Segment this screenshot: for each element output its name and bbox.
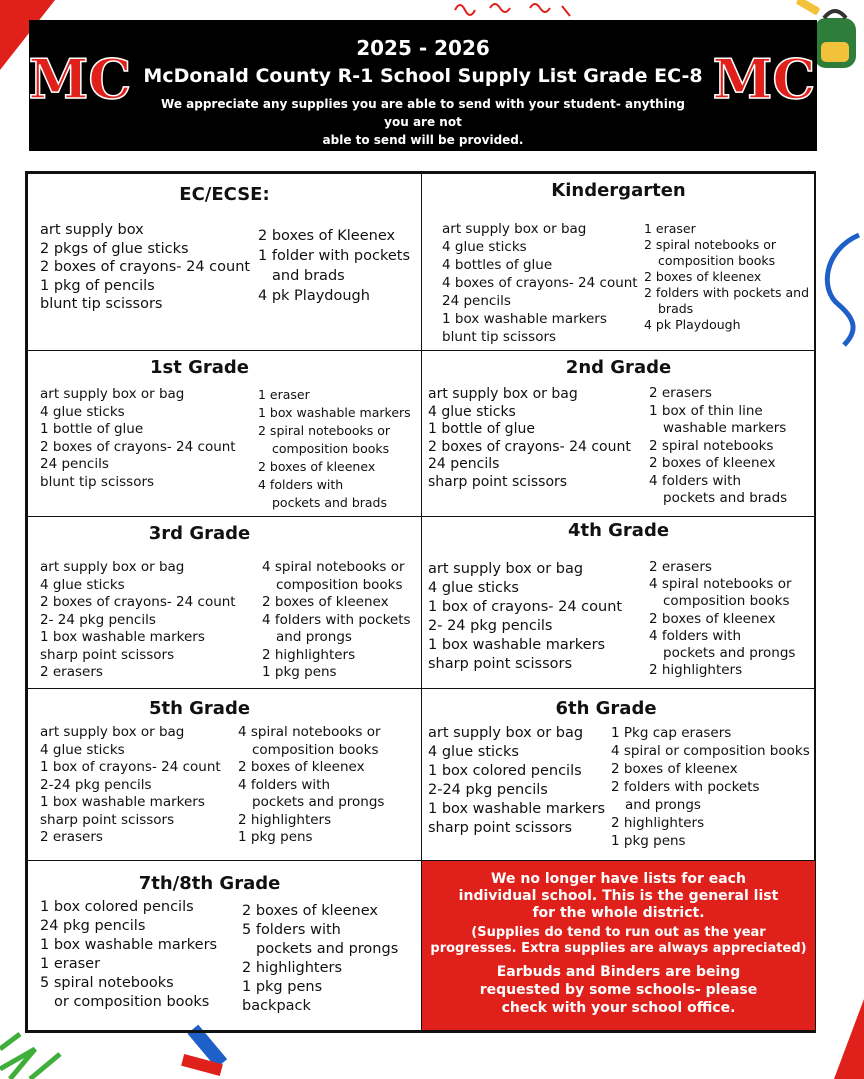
supply-list-right: 4 spiral notebooks or composition books 2 boxes of kleenex 4 folders with pockets and prongs 2 highlighters 1 pkg pens [238,724,385,845]
supply-list-left: art supply box or bag 4 glue sticks 4 bottles of glue 4 boxes of crayons- 24 count 24 pencils 1 box washable markers blunt tip scissors [442,221,638,345]
section-title: Kindergarten [551,180,686,201]
supply-list-left: 1 box colored pencils 24 pkg pencils 1 box washable markers 1 eraser 5 spiral notebooks or composition books [40,899,218,1010]
supply-list-left: art supply box or bag 4 glue sticks 1 bottle of glue 2 boxes of crayons- 24 count 24 pencils blunt tip scissors [40,386,236,490]
supply-list-right: 2 boxes of Kleenex 1 folder with pockets and brads 4 pk Playdough [258,228,410,304]
blue-swirl-decoration [814,230,864,350]
supply-list-left: art supply box or bag 4 glue sticks 1 box colored pencils 2-24 pkg pencils 1 box washable markers sharp point scissors [428,725,606,836]
section-grade-1 [27,350,422,517]
header-subtitle: We appreciate any supplies you are able to send with your student- anything you are not able to send will be provided. [161,97,685,147]
supply-list-right: 1 eraser 2 spiral notebooks or composition books 2 boxes of kleenex 2 folders with pockets and brads 4 pk Playdough [644,221,810,332]
section-grade-5 [27,688,422,861]
section-title: EC/ECSE: [179,184,270,205]
supply-list-right: 2 boxes of kleenex 5 folders with pockets and prongs 2 highlighters 1 pkg pens backpack [242,903,399,1014]
section-grade-7-8 [27,860,422,1031]
district-notice: We no longer have lists for each individual school. This is the general list for the whole district. (Supplies do tend to run out as the year progresses. Extra supplies are always appreciated) Earbuds and Binders are being requested by some schools- please check with your school office. [421,860,816,1031]
section-grade-2 [421,350,816,517]
page-title: McDonald County R-1 School Supply List Grade EC-8 [143,65,703,87]
supply-list-left: art supply box or bag 4 glue sticks 1 box of crayons- 24 count 2-24 pkg pencils 1 box washable markers sharp point scissors 2 erasers [40,724,221,845]
school-year: 2025 - 2026 [356,36,490,60]
supply-list-right: 1 eraser 1 box washable markers 2 spiral notebooks or composition books 2 boxes of kleenex 4 folders with pockets and brads [258,387,411,510]
header-banner [29,20,817,151]
red-corner-decoration-bottom [834,999,864,1079]
supply-list-right: 1 Pkg cap erasers 4 spiral or composition books 2 boxes of kleenex 2 folders with pockets and prongs 2 highlighters 1 pkg pens [611,725,810,849]
supply-list-left: art supply box or bag 4 glue sticks 1 box of crayons- 24 count 2- 24 pkg pencils 1 box washable markers sharp point scissors [428,561,623,672]
section-title: 7th/8th Grade [138,873,281,894]
section-title: 1st Grade [150,357,249,378]
supply-list-right: 2 erasers 1 box of thin line washable markers 2 spiral notebooks 2 boxes of kleenex 4 folders with pockets and brads [649,385,788,506]
section-title: 4th Grade [567,520,670,541]
section-title: 6th Grade [555,698,657,719]
supply-list-left: art supply box or bag 4 glue sticks 2 boxes of crayons- 24 count 2- 24 pkg pencils 1 box washable markers sharp point scissors 2 erasers [40,559,236,680]
svg-text:MC: MC [28,47,132,111]
supply-list-right: 4 spiral notebooks or composition books 2 boxes of kleenex 4 folders with pockets and prongs 2 highlighters 1 pkg pens [262,559,411,680]
supply-list-left: art supply box or bag 4 glue sticks 1 bottle of glue 2 boxes of crayons- 24 count 24 pencils sharp point scissors [428,386,631,490]
section-grade-6 [421,688,816,861]
supply-list-left: art supply box 2 pkgs of glue sticks 2 boxes of crayons- 24 count 1 pkg of pencils blunt tip scissors [40,222,251,312]
svg-text:MC: MC [712,47,816,111]
section-title: 2nd Grade [565,357,672,378]
section-title: 5th Grade [148,698,251,719]
section-grade-3 [27,516,422,689]
doodle-decoration [450,0,590,20]
supply-list-right: 2 erasers 4 spiral notebooks or composition books 2 boxes of kleenex 4 folders with pockets and prongs 2 highlighters [649,559,796,679]
supply-list-grid [25,171,816,1033]
section-kindergarten [421,173,816,351]
section-ec [27,173,422,351]
section-title: 3rd Grade [148,523,251,544]
section-grade-4 [421,516,816,689]
